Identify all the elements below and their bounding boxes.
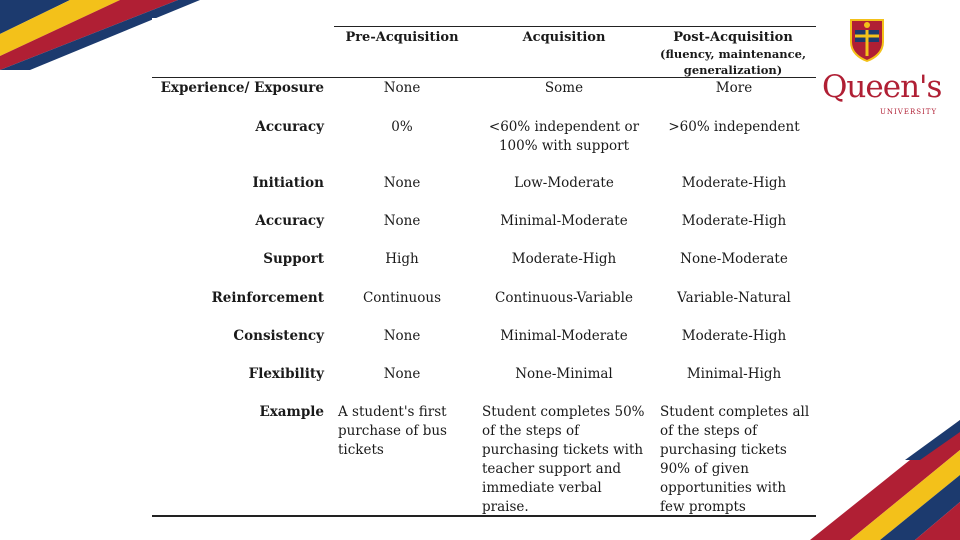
cell-post: Student completes all of the steps of purchasing tickets 90% of given opportunities with few prompts: [660, 404, 810, 515]
row-label: Accuracy: [255, 119, 324, 135]
row-label: Accuracy: [255, 213, 324, 229]
logo-university-label: UNIVERSITY: [880, 108, 938, 116]
cell-post: Moderate-High: [681, 213, 787, 229]
cell-acq: Continuous-Variable: [495, 290, 633, 306]
row-label: Support: [263, 251, 324, 267]
row-label: Flexibility: [248, 366, 324, 382]
cell-acq: Minimal-Moderate: [500, 328, 628, 344]
cell-acq: Some: [544, 80, 584, 96]
cell-acq: <60% independent or 100% with support: [488, 119, 640, 154]
cell-pre: None: [383, 213, 421, 229]
cell-pre: A student's first purchase of bus tickets: [338, 404, 447, 458]
cell-pre: Continuous: [362, 290, 442, 306]
column-header-post-acquisition: [652, 30, 814, 78]
cell-pre: 0%: [391, 119, 413, 135]
row-label: Reinforcement: [211, 290, 324, 306]
crest-icon: [849, 18, 885, 66]
logo-wordmark: Queen's: [822, 69, 942, 105]
cell-pre: None: [383, 80, 421, 96]
row-label: Consistency: [233, 328, 324, 344]
cell-pre: None: [383, 366, 421, 382]
table-top-rule: [334, 26, 816, 27]
cell-pre: None: [383, 175, 421, 191]
cell-acq: Moderate-High: [511, 251, 617, 267]
cell-post: >60% independent: [668, 119, 800, 135]
column-header-pre-acquisition: Pre-Acquisition: [345, 30, 459, 45]
column-header-post-subtitle: (fluency, maintenance, generalization): [660, 47, 806, 77]
cell-post: Minimal-High: [686, 366, 782, 382]
column-header-acquisition: Acquisition: [522, 30, 606, 45]
cell-pre: None: [383, 328, 421, 344]
queens-university-logo: [818, 16, 942, 116]
cell-acq: None-Minimal: [515, 366, 613, 382]
corner-decoration-bottom-right: [810, 420, 960, 540]
cell-acq: Low-Moderate: [514, 175, 614, 191]
cell-post: Variable-Natural: [677, 290, 791, 306]
row-label: Initiation: [252, 175, 324, 191]
cell-post: None-Moderate: [680, 251, 788, 267]
cell-pre: High: [385, 251, 419, 267]
cell-post: Moderate-High: [681, 175, 787, 191]
row-label: Experience/ Exposure: [160, 80, 324, 96]
acquisition-stages-table: [152, 18, 816, 518]
cell-post: Moderate-High: [681, 328, 787, 344]
cell-acq: Student completes 50% of the steps of purchasing tickets with teacher support and immediate verbal praise.: [482, 404, 645, 515]
column-header-post-title: Post-Acquisition: [673, 30, 793, 45]
row-label: Example: [259, 404, 324, 420]
cell-acq: Minimal-Moderate: [500, 213, 628, 229]
cell-post: More: [715, 80, 753, 96]
